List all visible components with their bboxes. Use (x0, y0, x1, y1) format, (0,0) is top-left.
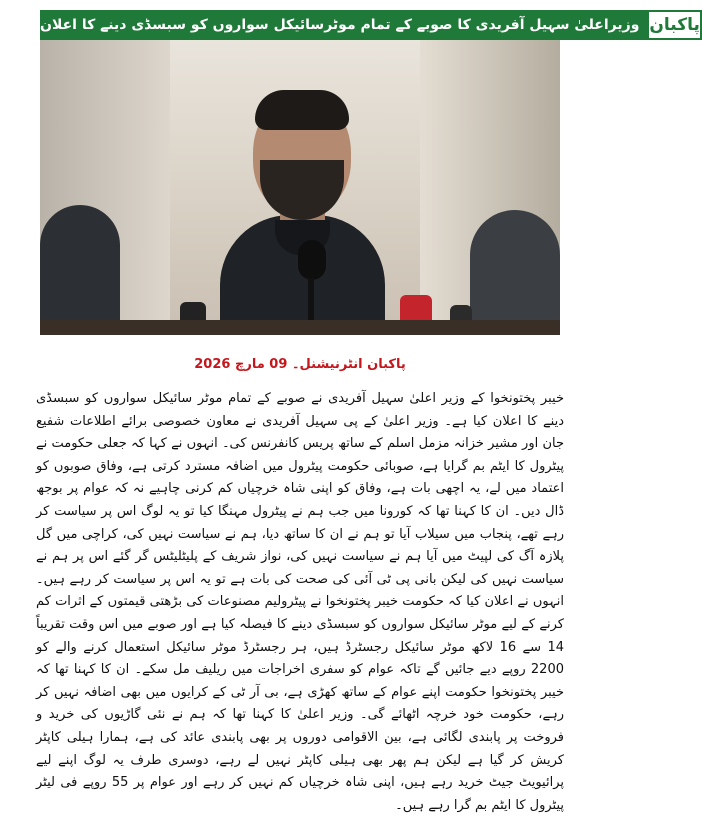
brand-logo: پاکبان (647, 10, 702, 40)
microphone-icon (298, 240, 326, 280)
news-photo (40, 40, 560, 335)
article-body: خیبر پختونخوا کے وزیر اعلیٰ سہیل آفریدی نے صوبے کے تمام موٹر سائیکل سواروں کو سبسڈی دینے کا اعلان کیا ہے۔ وزیر اعلیٰ کے پی سہیل آفریدی نے معاون خصوصی برائے اطلاعات شفیع جان اور مشیر خزانہ مزمل اسلم کے ساتھ پریس کانفرنس کی۔ انہوں نے کہا کہ جعلی حکومت نے پیٹرول کا ایٹم بم گرایا ہے، صوبائی حکومت پیٹرول میں اضافہ مسترد کرتی ہے، وفاق صوبوں کو اعتماد میں لے، یہ اچھی بات ہے، وفاق کو اپنی شاہ خرچیاں کم کرنی چاہیے نہ کہ عوام پر بوجھ ڈال دیں۔ ان کا کہنا تھا کہ کورونا میں جب ہم نے پیٹرول مہنگا کیا تو یہ لوگ اس پر سیاست کر رہے تھے، پنجاب میں سیلاب آیا تو ہم نے ان کا ساتھ دیا، ہم نے سیاست نہیں کی، کراچی میں گل پلازہ آگ کی لپیٹ میں آیا ہم نے سیاست نہیں کی، نواز شریف کے پلیٹلیٹس گر گئے اس پر ہم نے سیاست نہیں کی لیکن بانی پی ٹی آئی کی صحت کی بات ہے تو یہ اس پر سیاست کر رہے ہیں۔ انہوں نے اعلان کیا کہ حکومت خیبر پختونخوا نے پیٹرولیم مصنوعات کی بڑھتی قیمتوں کے اثرات کم کرنے کے لیے موٹر سائیکل سواروں کو سبسڈی دینے کا فیصلہ کیا ہے اور صوبے میں اس وقت تقریباً 14 سے 16 لاکھ موٹر سائیکل رجسٹرڈ ہیں، ہر رجسٹرڈ موٹر سائیکل استعمال کرنے والے کو 2200 روپے دیے جائیں گے تاکہ عوام کو سفری اخراجات میں ریلیف مل سکے۔ ان کا کہنا تھا کہ خیبر پختونخوا حکومت اپنے عوام کے ساتھ کھڑی ہے، بی آر ٹی کے کرایوں میں بھی اضافہ نہیں کر رہے، حکومت خود خرچہ اٹھائے گی۔ وزیر اعلیٰ کا کہنا تھا کہ ہم نے نئی گاڑیوں کی خرید و فروخت پر پابندی لگائی ہے، بین الاقوامی دوروں پر بھی پابندی عائد کی ہے، ہمارا ہیلی کاپٹر کریش کر گیا ہے لیکن ہم پھر بھی ہیلی کاپٹر نہیں لے رہے، دوسری طرف یہ لوگ اپنے لیے پرائیویٹ جیٹ خرید رہے ہیں، اپنی شاہ خرچیاں کم نہیں کر رہے اور عوام پر 55 روپے فی لیٹر پیٹرول کا ایٹم بم گرا رہے ہیں۔ (36, 391, 565, 813)
photo-person-right (470, 210, 560, 335)
photo-desk (40, 320, 560, 335)
photo-speaker-beard (260, 160, 344, 220)
headline: وزیراعلیٰ سہیل آفریدی کا صوبے کے تمام موٹرسائیکل سواروں کو سبسڈی دینے کا اعلان (40, 10, 647, 40)
photo-person-left (40, 205, 120, 335)
photo-speaker-hair (255, 90, 349, 130)
dateline: پاکبان انٹرنیشنل۔ 09 مارچ 2026 (194, 357, 406, 372)
header-bar (40, 10, 700, 40)
